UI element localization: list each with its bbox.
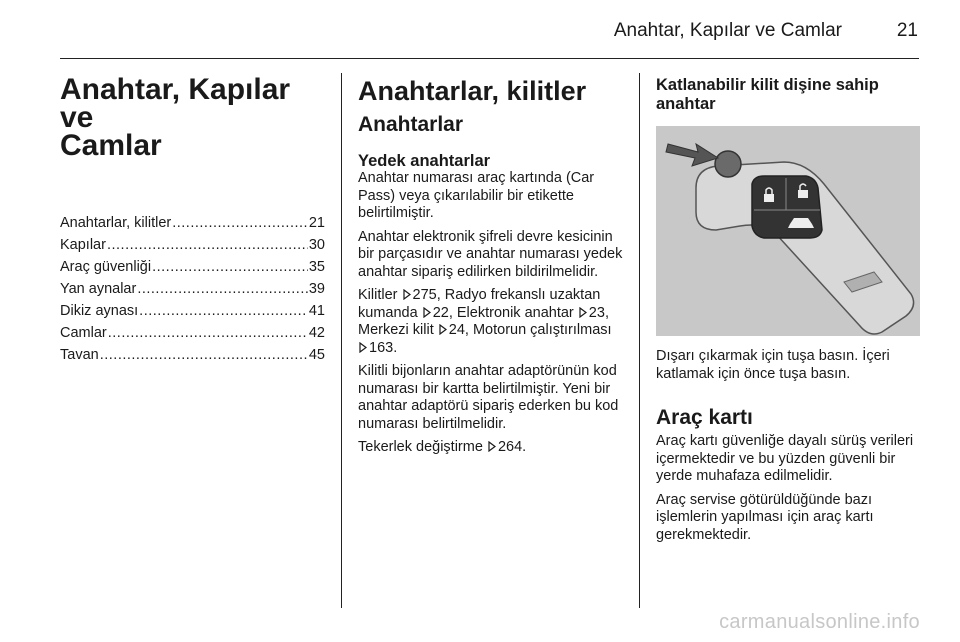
paragraph: Araç kartı güvenliğe dayalı sürüş verileri içermektedir ve bu yüzden güvenli bir yerde muhafaza edilmelidir.	[656, 433, 914, 484]
toc-page: 30	[308, 237, 325, 253]
toc-page: 42	[308, 325, 325, 341]
toc-leader	[139, 303, 308, 319]
toc-page: 45	[308, 347, 325, 363]
toc-leader	[137, 281, 308, 297]
toc-label: Kapılar	[60, 237, 106, 253]
ref-text: , Motorun çalıştırılması	[464, 322, 612, 338]
column-divider-right	[639, 73, 640, 608]
toc-entry[interactable]	[60, 325, 325, 347]
ref-text: .	[522, 439, 527, 455]
toc-page: 39	[308, 281, 325, 297]
header-rule	[60, 58, 919, 59]
folding-key-heading	[656, 76, 920, 114]
running-header-title: Anahtar, Kapılar ve Camlar	[613, 20, 842, 41]
cross-reference-paragraph	[358, 287, 626, 357]
ref-text: .	[393, 339, 398, 356]
ref-text: , Radyo frekanslı uzaktan kumanda	[358, 287, 601, 321]
ref-text: Tekerlek değiştirme	[358, 439, 483, 455]
toc-leader	[152, 259, 308, 275]
chapter-title-line2: Camlar	[60, 129, 162, 162]
page-ref-icon	[439, 324, 447, 335]
page-ref-icon	[359, 342, 367, 353]
toc-entry[interactable]	[60, 237, 325, 259]
keys-column	[358, 76, 626, 463]
page-ref-link[interactable]: 23	[588, 304, 605, 321]
section-title: Anahtarlar, kilitler	[358, 76, 587, 106]
toc-label: Tavan	[60, 347, 99, 363]
paragraph: Anahtar numarası araç kartında (Car Pass) veya çıkarılabilir bir etikette belirtilmiştir.	[358, 170, 595, 221]
chapter-title	[60, 73, 325, 162]
toc-label: Camlar	[60, 325, 107, 341]
spare-keys-heading: Yedek anahtarlar	[358, 152, 491, 170]
toc-entry[interactable]	[60, 215, 325, 237]
section-subtitle: Anahtarlar	[358, 113, 464, 136]
toc-leader	[107, 237, 308, 253]
toc-entry[interactable]	[60, 303, 325, 325]
toc-leader	[108, 325, 308, 341]
folding-key-column	[656, 76, 920, 550]
page-ref-icon	[488, 441, 496, 452]
folding-key-caption: Dışarı çıkarmak için tuşa basın. İçeri katlamak için önce tuşa basın.	[656, 348, 890, 382]
ref-text: Kilitler	[358, 287, 398, 303]
page-ref-link[interactable]: 163	[369, 339, 394, 356]
watermark: carmanualsonline.info	[719, 611, 920, 633]
key-fob-icon	[656, 126, 920, 336]
chapter-column	[60, 73, 325, 369]
toc-leader	[172, 215, 308, 231]
page-ref-icon	[579, 307, 587, 318]
ref-text: , Merkezi kilit	[358, 304, 609, 338]
toc-entry[interactable]	[60, 347, 325, 369]
column-divider-left	[341, 73, 342, 608]
folding-key-heading-line2: anahtar	[656, 95, 716, 113]
toc-page: 35	[308, 259, 325, 275]
page-ref-link[interactable]: 22	[432, 304, 449, 321]
cross-reference-paragraph	[358, 439, 626, 457]
folding-key-illustration	[656, 126, 920, 336]
page-ref-link[interactable]: 264	[497, 439, 523, 455]
page-number: 21	[896, 20, 918, 41]
page-ref-link[interactable]: 24	[448, 322, 465, 338]
folding-key-heading-line1: Katlanabilir kilit dişine sahip	[656, 76, 879, 94]
chapter-toc	[60, 215, 325, 369]
car-pass-heading: Araç kartı	[656, 406, 753, 429]
chapter-title-line1: Anahtar, Kapılar ve	[60, 73, 291, 134]
toc-entry[interactable]	[60, 259, 325, 281]
toc-page: 41	[308, 303, 325, 319]
paragraph: Araç servise götürüldüğünde bazı işlemlerin yapılması için araç kartı gerekmektedir.	[656, 491, 874, 543]
paragraph: Kilitli bijonların anahtar adaptörünün kod numarası bir kartta belirtilmiştir. Yeni bir anahtar adaptörü sipariş ederken bu kod numarası belirtilmelidir.	[358, 363, 619, 432]
page-ref-icon	[403, 289, 411, 300]
page-ref-link[interactable]: 275	[412, 287, 437, 303]
toc-entry[interactable]	[60, 281, 325, 303]
toc-label: Yan aynalar	[60, 281, 137, 297]
toc-label: Araç güvenliği	[60, 259, 152, 275]
toc-label: Dikiz aynası	[60, 303, 139, 319]
page-ref-icon	[423, 307, 431, 318]
toc-label: Anahtarlar, kilitler	[60, 215, 172, 231]
toc-page: 21	[308, 215, 325, 231]
toc-leader	[100, 347, 308, 363]
running-header	[0, 20, 960, 50]
paragraph: Anahtar elektronik şifreli devre kesicinin bir parçasıdır ve anahtar numarası yedek anahtar sipariş edilirken bildirilmelidir.	[358, 228, 623, 280]
ref-text: , Elektronik anahtar	[448, 304, 574, 321]
